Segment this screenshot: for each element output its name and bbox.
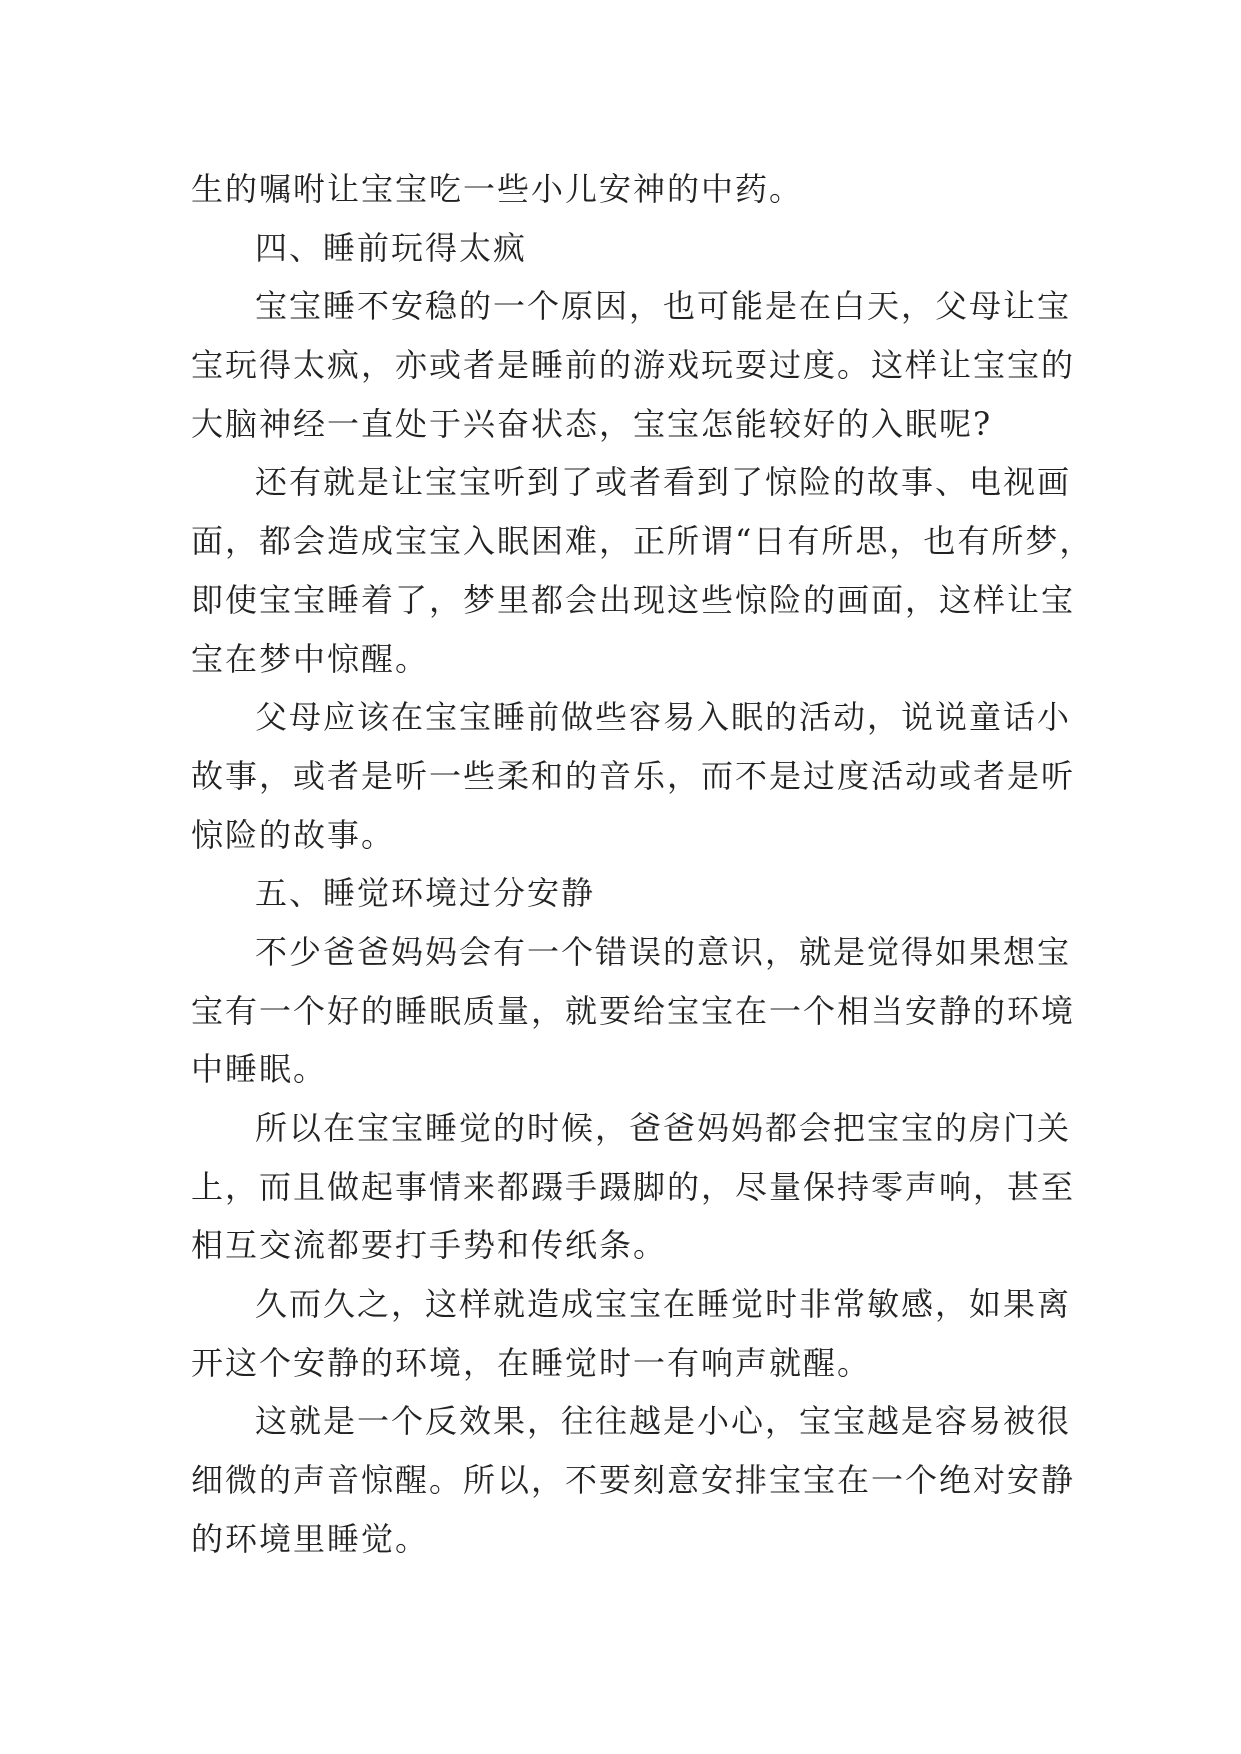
text-line: 生的嘱咐让宝宝吃一些小儿安神的中药。: [191, 170, 804, 208]
text-line: 所以在宝宝睡觉的时候，爸爸妈妈都会把宝宝的房门关: [255, 1109, 1072, 1147]
text-line: 面，都会造成宝宝入眠困难，正所谓“日有所思，也有所梦，: [191, 522, 1094, 561]
paragraph: [191, 1099, 1076, 1275]
paragraph: [191, 219, 1051, 278]
text-line: 五、睡觉环境过分安静: [255, 874, 596, 913]
text-line: 四、睡前玩得太疯: [255, 228, 528, 267]
text-line: 这就是一个反效果，往往越是小心，宝宝越是容易被很: [255, 1402, 1072, 1441]
text-line: 还有就是让宝宝听到了或者看到了惊险的故事、电视画: [255, 463, 1072, 502]
paragraph: [191, 277, 1076, 453]
text-line: 宝在梦中惊醒。: [191, 639, 430, 678]
paragraph: [191, 1275, 1072, 1392]
text-line: 细微的声音惊醒。所以，不要刻意安排宝宝在一个绝对安静: [191, 1461, 1076, 1500]
text-line: 相互交流都要打手势和传纸条。: [191, 1226, 668, 1265]
text-line: 故事，或者是听一些柔和的音乐，而不是过度活动或者是听: [191, 756, 1076, 795]
text-line: 久而久之，这样就造成宝宝在睡觉时非常敏感，如果离: [255, 1285, 1072, 1324]
text-line: 的环境里睡觉。: [191, 1519, 430, 1558]
text-line: 惊险的故事。: [191, 815, 396, 854]
text-line: 不少爸爸妈妈会有一个错误的意识，就是觉得如果想宝: [255, 932, 1072, 971]
text-line: 开这个安静的环境，在睡觉时一有响声就醒。: [191, 1343, 872, 1382]
paragraph: [191, 453, 1094, 688]
paragraph: [191, 923, 1076, 1099]
paragraph: [191, 864, 1051, 923]
paragraph: [191, 688, 1076, 864]
text-line: 即使宝宝睡着了，梦里都会出现这些惊险的画面，这样让宝: [191, 580, 1076, 619]
text-line: 宝宝睡不安稳的一个原因，也可能是在白天，父母让宝: [255, 287, 1072, 326]
text-line: 宝有一个好的睡眠质量，就要给宝宝在一个相当安静的环境: [191, 991, 1076, 1030]
text-line: 大脑神经一直处于兴奋状态，宝宝怎能较好的入眠呢?: [191, 404, 993, 443]
text-line: 父母应该在宝宝睡前做些容易入眠的活动，说说童话小: [255, 698, 1072, 737]
document-body: [191, 160, 1094, 1569]
paragraph: [191, 160, 1051, 219]
text-line: 中睡眠。: [191, 1050, 328, 1089]
text-line: 上，而且做起事情来都蹑手蹑脚的，尽量保持零声响，甚至: [191, 1167, 1076, 1206]
text-line: 宝玩得太疯，亦或者是睡前的游戏玩耍过度。这样让宝宝的: [191, 346, 1076, 385]
paragraph: [191, 1392, 1076, 1568]
